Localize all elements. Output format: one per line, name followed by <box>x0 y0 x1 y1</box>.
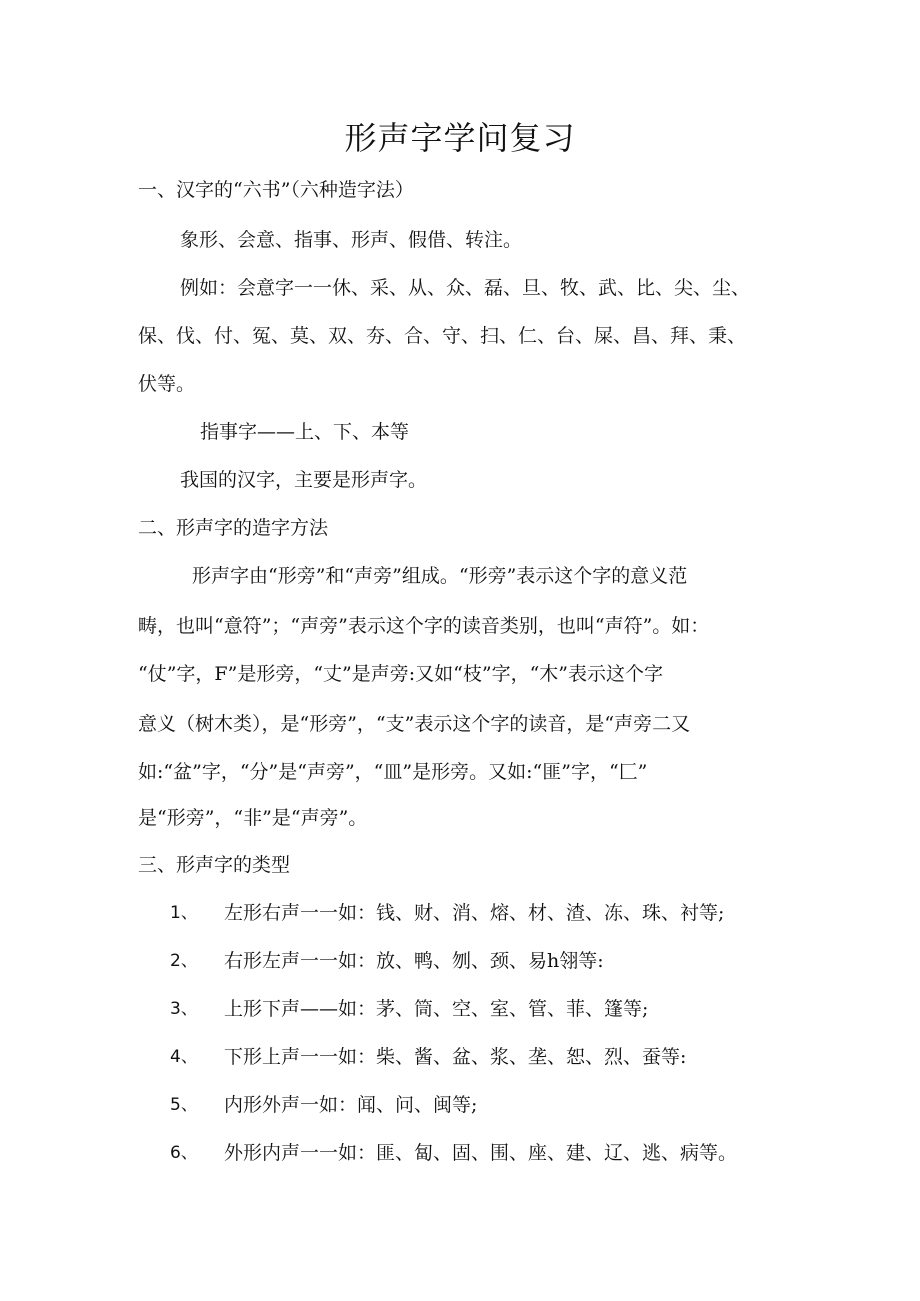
paragraph-line: 意义（树木类），是“形旁”，“支”表示这个字的读音，是“声旁二又 <box>138 713 691 735</box>
list-item: 外形内声一一如：匪、匐、固、围、座、建、辽、逃、病等。 <box>224 1142 738 1164</box>
paragraph-line: 如:“盆”字，“分”是“声旁”，“皿”是形旁。又如:“匪”字，“匚” <box>138 761 648 783</box>
list-item: 下形上声一一如：柴、酱、盆、浆、垄、恕、烈、蚕等: <box>224 1046 687 1068</box>
list-item-number: 4、 <box>170 1047 198 1067</box>
list-item: 右形左声一一如：放、鸭、刎、颈、易h翎等: <box>224 950 604 972</box>
section-heading-1: 一、汉字的“六书”（六种造字法） <box>138 179 414 201</box>
zhishi-example: 指事字——上、下、本等 <box>200 421 410 443</box>
section-heading-3: 三、形声字的类型 <box>138 854 291 876</box>
six-methods-list: 象形、会意、指事、形声、假借、转注。 <box>180 229 523 251</box>
huiyi-example-line-2: 保、伐、付、冤、莫、双、夯、合、守、扫、仁、台、屎、昌、拜、秉、 <box>138 325 747 347</box>
paragraph-line: 畴，也叫“意符”；“声旁”表示这个字的读音类别，也叫“声符”。如： <box>138 615 710 637</box>
paragraph-line: 是“形旁”，“非”是“声旁”。 <box>138 807 368 829</box>
list-item-number: 1、 <box>170 903 198 923</box>
paragraph-line: 形声字由“形旁”和“声旁”组成。“形旁”表示这个字的意义范 <box>192 565 688 587</box>
list-item-number: 3、 <box>170 999 198 1019</box>
list-item: 内形外声一如：闻、问、闽等; <box>224 1094 478 1116</box>
list-item-number: 6、 <box>170 1143 198 1163</box>
huiyi-example-line-1: 例如：会意字一一休、采、从、众、磊、旦、牧、武、比、尖、尘、 <box>180 277 751 299</box>
section1-summary: 我国的汉字，主要是形声字。 <box>180 469 428 491</box>
section-heading-2: 二、形声字的造字方法 <box>138 517 329 539</box>
list-item-number: 5、 <box>170 1095 198 1115</box>
huiyi-example-line-3: 伏等。 <box>138 373 196 395</box>
page-title: 形声字学问复习 <box>344 119 576 157</box>
list-item: 上形下声——如：茅、筒、空、室、管、菲、篷等; <box>224 998 649 1020</box>
list-item-number: 2、 <box>170 951 198 971</box>
paragraph-line: “仗”字，F”是形旁，“丈”是声旁:又如“枝”字，“木”表示这个字 <box>138 663 664 685</box>
list-item: 左形右声一一如：钱、财、消、熔、材、渣、冻、珠、衬等; <box>224 902 725 924</box>
